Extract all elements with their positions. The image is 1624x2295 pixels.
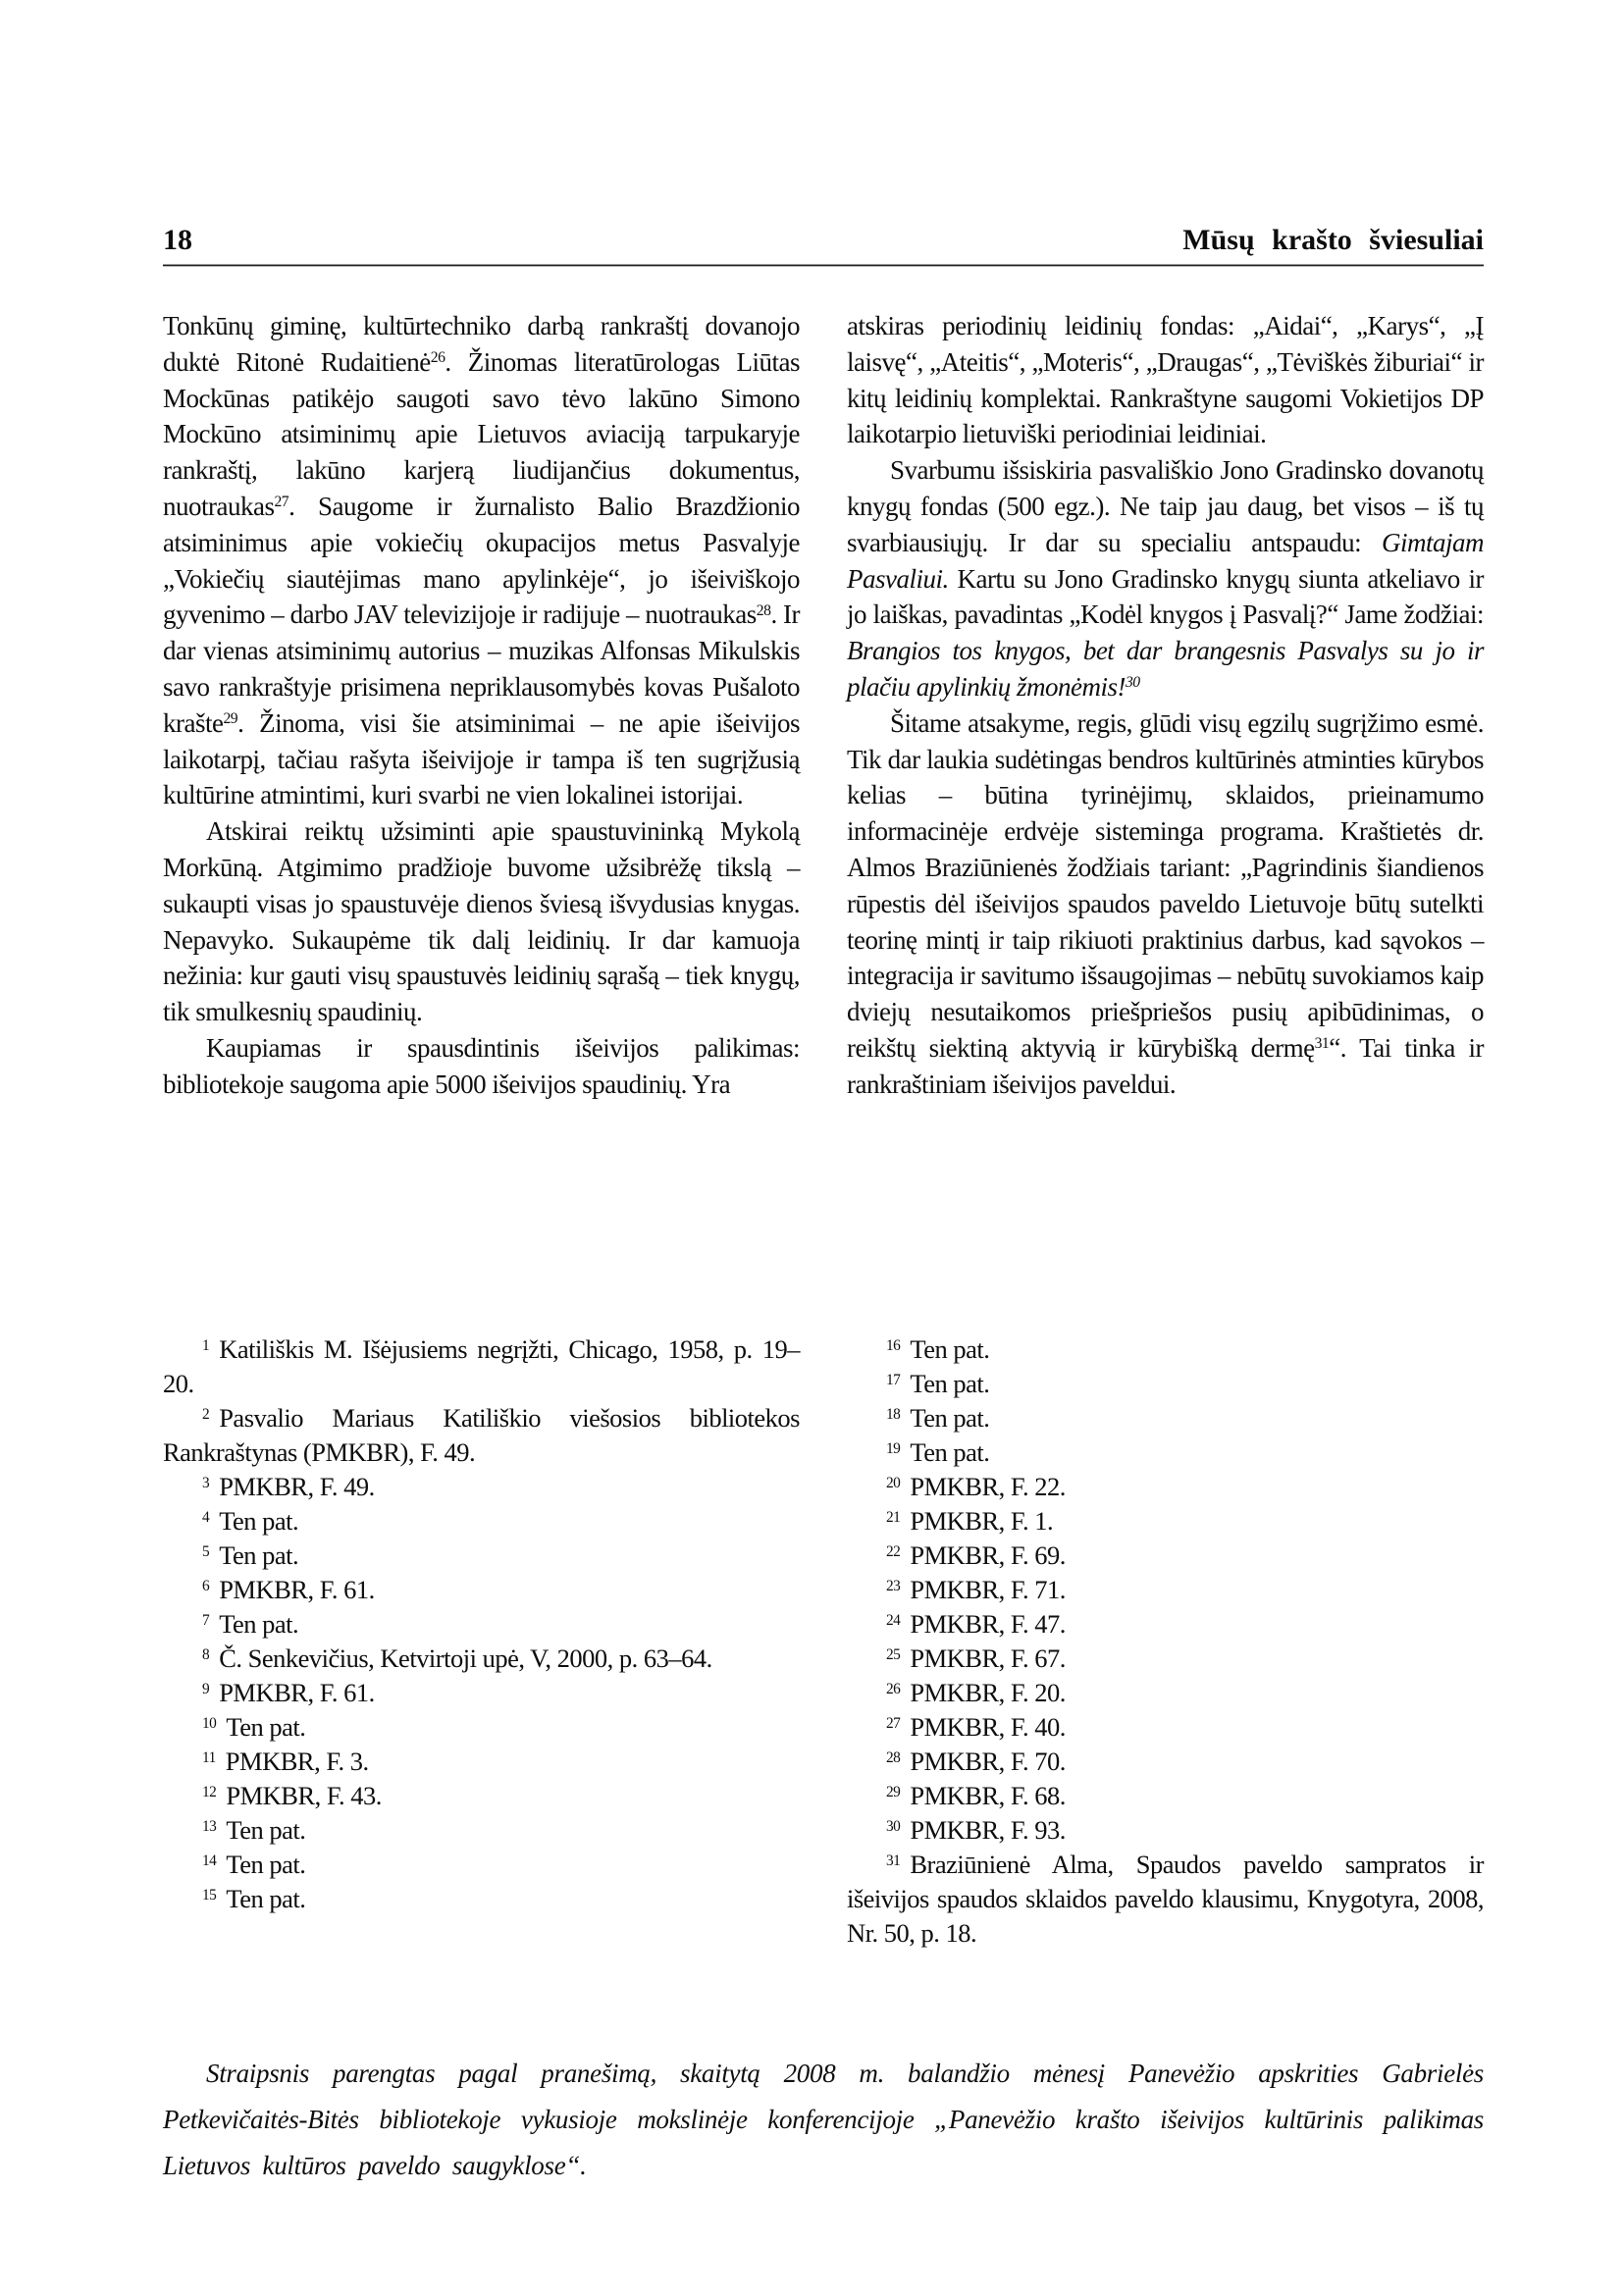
footnote-number: 26 bbox=[886, 1680, 901, 1697]
footnote-number: 3 bbox=[202, 1474, 210, 1491]
footnote-ref: 27 bbox=[274, 494, 289, 511]
footnote-number: 12 bbox=[202, 1783, 217, 1800]
footnote-number: 11 bbox=[202, 1748, 216, 1766]
running-title: Mūsų krašto šviesuliai bbox=[1182, 224, 1484, 256]
footnote bbox=[163, 1607, 800, 1642]
text-run: PMKBR, F. 20. bbox=[910, 1678, 1066, 1707]
footnote bbox=[847, 1710, 1484, 1745]
text-run: PMKBR, F. 49. bbox=[219, 1472, 375, 1501]
footnote-number: 28 bbox=[886, 1748, 901, 1766]
footnote-ref: 29 bbox=[223, 710, 238, 728]
text-run: atskiras periodinių leidinių fondas: „Aidai“, „Karys“, „Į laisvę“, „Ateitis“, „Moteris“, „Draugas“, „Tėviškės žiburiai“ ir kitų leidinių komplektai. Rankraštyne saugomi Vokietijos DP laikotarpio lietuviški periodiniai leidiniai. bbox=[847, 311, 1484, 449]
footnote bbox=[847, 1435, 1484, 1470]
footnote bbox=[163, 1401, 800, 1470]
text-run: Tonkūnų giminę, kultūrtechniko darbą rankraštį dovanojo duktė Ritonė Rudaitienė bbox=[163, 311, 800, 377]
text-run: Atskirai reiktų užsiminti apie spaustuvininką Mykolą Morkūną. Atgimimo pradžioje buvome užsibrėžę tikslą – sukaupti visas jo spaustuvėje dienos šviesą išvydusias knygas. Nepavyko. Sukaupėme tik dalį leidinių. Ir dar kamuoja nežinia: kur gauti visų spaustuvės leidinių sąrašą – tiek knygų, tik smulkesnių spaudinių. bbox=[163, 816, 800, 1027]
text-run: PMKBR, F. 61. bbox=[219, 1678, 375, 1707]
footnote-number: 18 bbox=[886, 1405, 901, 1423]
header-rule bbox=[163, 264, 1484, 267]
text-run: . Žinomas literatūrologas Liūtas Mockūnas patikėjo saugoti savo tėvo lakūno Simono Mockūno atsiminimų apie Lietuvos aviaciją tarpukaryje rankraštį, lakūno karjerą liudijančius dokumentus, nuotraukas bbox=[163, 346, 800, 521]
text-run: Ten pat. bbox=[219, 1540, 299, 1570]
footnote bbox=[847, 1539, 1484, 1573]
text-run: PMKBR, F. 47. bbox=[910, 1609, 1066, 1639]
footnote bbox=[847, 1779, 1484, 1813]
footnote-number: 13 bbox=[202, 1817, 217, 1835]
text-run: Pasvalio Mariaus Katiliškio viešosios bibliotekos Rankraštynas (PMKBR), F. 49. bbox=[163, 1403, 800, 1467]
body-paragraph bbox=[847, 705, 1484, 1103]
footnote-number: 31 bbox=[886, 1852, 901, 1869]
text-run: Kartu su Jono Gradinsko knygų siunta atkeliavo ir jo laiškas, pavadintas „Kodėl knygos į Pasvalį?“ Jame žodžiai: bbox=[847, 563, 1484, 630]
text-run: Šitame atsakyme, regis, glūdi visų egzilų sugrįžimo esmė. Tik dar laukia sudėtingas bendros kultūrinės atminties kūrybos kelias – būtina tyrinėjimų, sklaidos, prieinamumo informacinėje erdvėje sisteminga programa. Kraštietės dr. Almos Braziūnienės žodžiais tariant: „Pagrindinis šiandienos rūpestis dėl išeivijos spaudos paveldo Lietuvoje būtų sutelkti teorinę mintį ir taip rikiuoti praktinius darbus, kad sąvokos – integracija ir savitumo išsaugojimas – nebūtų suvokiamos kaip dviejų nesutaikomos priešpriešos pusių apibūdinimas, o reikštų siektiną aktyvią ir kūrybišką dermę bbox=[847, 707, 1484, 1063]
footnote-number: 2 bbox=[202, 1405, 210, 1423]
text-run: PMKBR, F. 1. bbox=[910, 1506, 1054, 1536]
footnote bbox=[163, 1745, 800, 1779]
footnote bbox=[847, 1504, 1484, 1539]
footnote-number: 23 bbox=[886, 1577, 901, 1594]
text-run: PMKBR, F. 71. bbox=[910, 1575, 1066, 1604]
footnotes-right-column bbox=[847, 1332, 1484, 1951]
footnote bbox=[847, 1573, 1484, 1607]
footnote bbox=[163, 1642, 800, 1676]
article-body bbox=[163, 308, 1484, 1103]
right-column bbox=[847, 308, 1484, 1103]
text-run: Gimtajam Pasvaliui. bbox=[847, 527, 1484, 594]
page-header bbox=[163, 224, 1484, 257]
body-paragraph bbox=[163, 308, 800, 813]
text-run: Ten pat. bbox=[226, 1815, 306, 1845]
text-run: PMKBR, F. 68. bbox=[910, 1781, 1066, 1810]
text-run: Ten pat. bbox=[219, 1609, 299, 1639]
text-run: PMKBR, F. 61. bbox=[219, 1575, 375, 1604]
footnote-ref: 28 bbox=[756, 601, 771, 619]
footnote-ref: 26 bbox=[430, 349, 445, 367]
colophon-paragraph bbox=[163, 2051, 1484, 2189]
text-run: PMKBR, F. 70. bbox=[910, 1747, 1066, 1776]
footnote bbox=[163, 1539, 800, 1573]
footnote-number: 5 bbox=[202, 1542, 210, 1560]
text-run: Kaupiamas ir spausdintinis išeivijos palikimas: bibliotekoje saugoma apie 5000 išeivijos spaudinių. Yra bbox=[163, 1032, 800, 1099]
footnote-number: 19 bbox=[886, 1439, 901, 1457]
footnote-number: 30 bbox=[886, 1817, 901, 1835]
text-run: Brangios tos knygos, bet dar brangesnis Pasvalys su jo ir plačiu apylinkių žmonėmis! bbox=[847, 636, 1484, 702]
footnote bbox=[847, 1470, 1484, 1504]
text-run: Ten pat. bbox=[219, 1506, 299, 1536]
text-run: Katiliškis M. Išėjusiems negrįžti, Chicago, 1958, p. 19–20. bbox=[163, 1334, 800, 1398]
colophon bbox=[163, 2051, 1484, 2189]
text-run: “. Tai tinka ir rankraštiniam išeivijos paveldui. bbox=[847, 1032, 1484, 1099]
footnote bbox=[163, 1813, 800, 1848]
footnote-number: 22 bbox=[886, 1542, 901, 1560]
footnote-number: 17 bbox=[886, 1371, 901, 1388]
footnotes-left-column bbox=[163, 1332, 800, 1951]
text-run: PMKBR, F. 40. bbox=[910, 1712, 1066, 1742]
text-run: . Saugome ir žurnalisto Balio Brazdžionio atsiminimus apie vokiečių okupacijos metus Pasvalyje „Vokiečių siautėjimas mano apylinkėje“, jo išeiviškojo gyvenimo – darbo JAV televizijoje ir radijuje – nuotraukas bbox=[163, 491, 800, 630]
footnote-number: 6 bbox=[202, 1577, 210, 1594]
footnote bbox=[847, 1367, 1484, 1401]
footnote-number: 1 bbox=[202, 1336, 210, 1354]
text-run: Č. Senkevičius, Ketvirtoji upė, V, 2000, p. 63–64. bbox=[219, 1643, 712, 1673]
footnote bbox=[847, 1401, 1484, 1435]
footnote-number: 8 bbox=[202, 1645, 210, 1663]
text-run: PMKBR, F. 22. bbox=[910, 1472, 1066, 1501]
footnote bbox=[163, 1710, 800, 1745]
text-run: PMKBR, F. 43. bbox=[226, 1781, 382, 1810]
footnote bbox=[163, 1573, 800, 1607]
footnote-number: 20 bbox=[886, 1474, 901, 1491]
text-run: . Ir dar vienas atsiminimų autorius – muzikas Alfonsas Mikulskis savo rankraštyje prisimena nepriklausomybės kovas Pušaloto krašte bbox=[163, 600, 800, 738]
footnote bbox=[163, 1882, 800, 1916]
footnote bbox=[847, 1332, 1484, 1367]
text-run: PMKBR, F. 3. bbox=[225, 1747, 369, 1776]
footnote-number: 10 bbox=[202, 1714, 217, 1732]
footnote-number: 24 bbox=[886, 1611, 901, 1629]
footnotes-section bbox=[163, 1332, 1484, 1951]
footnote-number: 29 bbox=[886, 1783, 901, 1800]
footnote bbox=[847, 1676, 1484, 1710]
footnote-number: 25 bbox=[886, 1645, 901, 1663]
text-run: Svarbumu išsiskiria pasvališkio Jono Gradinsko dovanotų knygų fondas (500 egz.). Ne taip jau daug, bet visos – iš tų svarbiausiųjų. Ir dar su specialiu antspaudu: bbox=[847, 455, 1484, 557]
text-run: PMKBR, F. 93. bbox=[910, 1815, 1066, 1845]
footnote-number: 16 bbox=[886, 1336, 901, 1354]
footnote-number: 15 bbox=[202, 1886, 217, 1904]
text-run: Ten pat. bbox=[226, 1850, 306, 1879]
text-run: Ten pat. bbox=[910, 1403, 990, 1433]
text-run: Ten pat. bbox=[226, 1884, 306, 1913]
left-column bbox=[163, 308, 800, 1103]
footnote bbox=[847, 1642, 1484, 1676]
body-paragraph bbox=[163, 813, 800, 1030]
text-run: Ten pat. bbox=[910, 1437, 990, 1467]
footnote-number: 4 bbox=[202, 1508, 210, 1526]
footnote bbox=[163, 1676, 800, 1710]
text-run: Ten pat. bbox=[226, 1712, 306, 1742]
footnote bbox=[163, 1779, 800, 1813]
text-run: Straipsnis parengtas pagal pranešimą, skaitytą 2008 m. balandžio mėnesį Panevėžio apskrities Gabrielės Petkevičaitės-Bitės bibliotekoje vykusioje mokslinėje konferencijoje „Panevėžio krašto išeivijos kultūrinis palikimas Lietuvos kultūros paveldo saugyklose“. bbox=[163, 2059, 1484, 2180]
text-run: Ten pat. bbox=[910, 1369, 990, 1398]
body-paragraph bbox=[163, 1030, 800, 1103]
text-run: Braziūnienė Alma, Spaudos paveldo sampratos ir išeivijos spaudos sklaidos paveldo klausimu, Knygotyra, 2008, Nr. 50, p. 18. bbox=[847, 1850, 1484, 1948]
footnote bbox=[163, 1848, 800, 1882]
text-run: PMKBR, F. 67. bbox=[910, 1643, 1066, 1673]
footnote bbox=[847, 1848, 1484, 1951]
body-paragraph bbox=[847, 308, 1484, 452]
text-run: Ten pat. bbox=[910, 1334, 990, 1364]
footnote-number: 7 bbox=[202, 1611, 210, 1629]
text-run: PMKBR, F. 69. bbox=[910, 1540, 1066, 1570]
footnote-ref: 30 bbox=[1125, 674, 1140, 692]
body-paragraph bbox=[847, 452, 1484, 705]
footnote bbox=[163, 1332, 800, 1401]
footnote bbox=[163, 1504, 800, 1539]
text-run: . Žinoma, visi šie atsiminimai – ne apie išeivijos laikotarpį, tačiau rašyta išeivijoje ir tampa iš ten sugrįžusią kultūrine atmintimi, kuri svarbi ne vien lokalinei istorijai. bbox=[163, 707, 800, 810]
page-number: 18 bbox=[163, 224, 192, 256]
footnote-ref: 31 bbox=[1314, 1035, 1330, 1053]
footnote-number: 27 bbox=[886, 1714, 901, 1732]
footnote bbox=[163, 1470, 800, 1504]
footnote-number: 21 bbox=[886, 1508, 901, 1526]
footnote bbox=[847, 1607, 1484, 1642]
footnote-number: 14 bbox=[202, 1852, 217, 1869]
footnote bbox=[847, 1745, 1484, 1779]
footnote-number: 9 bbox=[202, 1680, 210, 1697]
footnote bbox=[847, 1813, 1484, 1848]
